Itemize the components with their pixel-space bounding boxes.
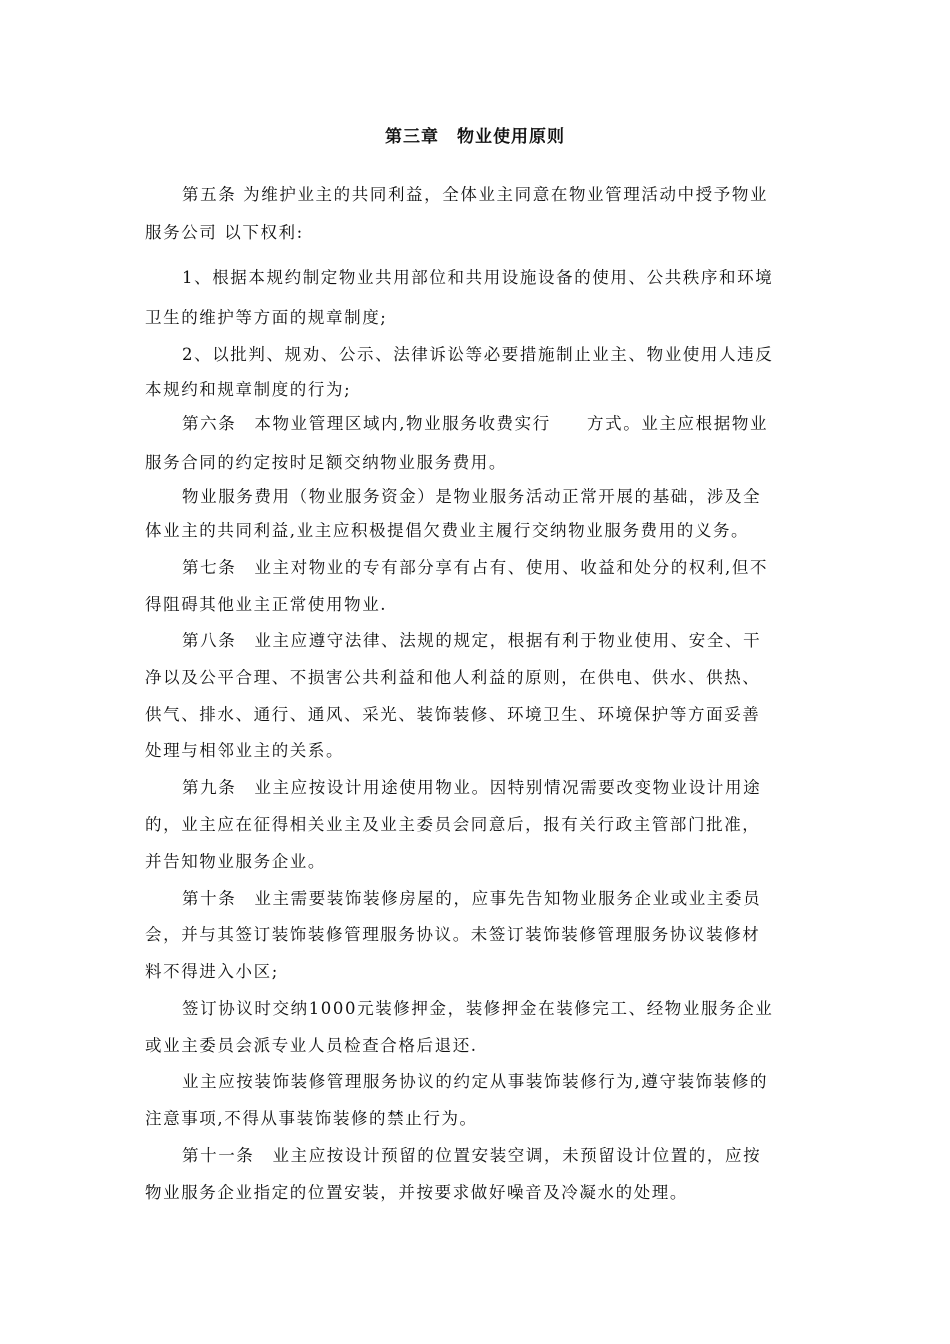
article-8-line-1: 第八条 业主应遵守法律、法规的规定，根据有利于物业使用、安全、干 bbox=[182, 631, 762, 650]
service-fee-line-1: 物业服务费用（物业服务资金）是物业服务活动正常开展的基础，涉及全 bbox=[182, 487, 762, 506]
article-7-line-1: 第七条 业主对物业的专有部分享有占有、使用、收益和处分的权利,但不 bbox=[182, 558, 769, 577]
renovation-rule-line-2: 注意事项,不得从事装饰装修的禁止行为。 bbox=[145, 1109, 478, 1128]
deposit-line-1: 签订协议时交纳1000元装修押金，装修押金在装修完工、经物业服务企业 bbox=[182, 999, 774, 1018]
article-11-line-1: 第十一条 业主应按设计预留的位置安装空调，未预留设计位置的，应按 bbox=[182, 1146, 762, 1165]
article-8-line-2: 净以及公平合理、不损害公共利益和他人利益的原则，在供电、供水、供热、 bbox=[145, 668, 761, 687]
article-10-line-3: 料不得进入小区; bbox=[145, 962, 279, 981]
article-5-line-1: 第五条 为维护业主的共同利益，全体业主同意在物业管理活动中授予物业 bbox=[182, 185, 769, 204]
article-6-line-1: 第六条 本物业管理区域内,物业服务收费实行 方式。业主应根据物业 bbox=[182, 414, 769, 433]
article-9-line-3: 并告知物业服务企业。 bbox=[145, 852, 326, 871]
renovation-rule-line-1: 业主应按装饰装修管理服务协议的约定从事装饰装修行为,遵守装饰装修的 bbox=[182, 1072, 769, 1091]
article-10-line-2: 会，并与其签订装饰装修管理服务协议。未签订装饰装修管理服务协议装修材 bbox=[145, 925, 761, 944]
article-11-line-2: 物业服务企业指定的位置安装，并按要求做好噪音及冷凝水的处理。 bbox=[145, 1183, 688, 1202]
chapter-title: 第三章 物业使用原则 bbox=[385, 127, 565, 147]
clause-1-line-1: 1、根据本规约制定物业共用部位和共用设施设备的使用、公共秩序和环境 bbox=[182, 268, 774, 287]
clause-2-line-2: 本规约和规章制度的行为; bbox=[145, 380, 352, 399]
clause-2-line-1: 2、以批判、规劝、公示、法律诉讼等必要措施制止业主、物业使用人违反 bbox=[182, 345, 774, 364]
article-7-line-2: 得阻碍其他业主正常使用物业. bbox=[145, 595, 388, 614]
article-8-line-3: 供气、排水、通行、通风、采光、装饰装修、环境卫生、环境保护等方面妥善 bbox=[145, 705, 761, 724]
article-5-line-2: 服务公司 以下权利: bbox=[145, 223, 304, 242]
deposit-line-2: 或业主委员会派专业人员检查合格后退还. bbox=[145, 1036, 478, 1055]
article-10-line-1: 第十条 业主需要装饰装修房屋的，应事先告知物业服务企业或业主委员 bbox=[182, 889, 762, 908]
article-9-line-2: 的，业主应在征得相关业主及业主委员会同意后，报有关行政主管部门批准， bbox=[145, 815, 761, 834]
article-9-line-1: 第九条 业主应按设计用途使用物业。因特别情况需要改变物业设计用途 bbox=[182, 778, 762, 797]
clause-1-line-2: 卫生的维护等方面的规章制度; bbox=[145, 308, 388, 327]
article-8-line-4: 处理与相邻业主的关系。 bbox=[145, 741, 345, 760]
article-6-line-2: 服务合同的约定按时足额交纳物业服务费用。 bbox=[145, 453, 507, 472]
service-fee-line-2: 体业主的共同利益,业主应积极提倡欠费业主履行交纳物业服务费用的义务。 bbox=[145, 521, 750, 540]
